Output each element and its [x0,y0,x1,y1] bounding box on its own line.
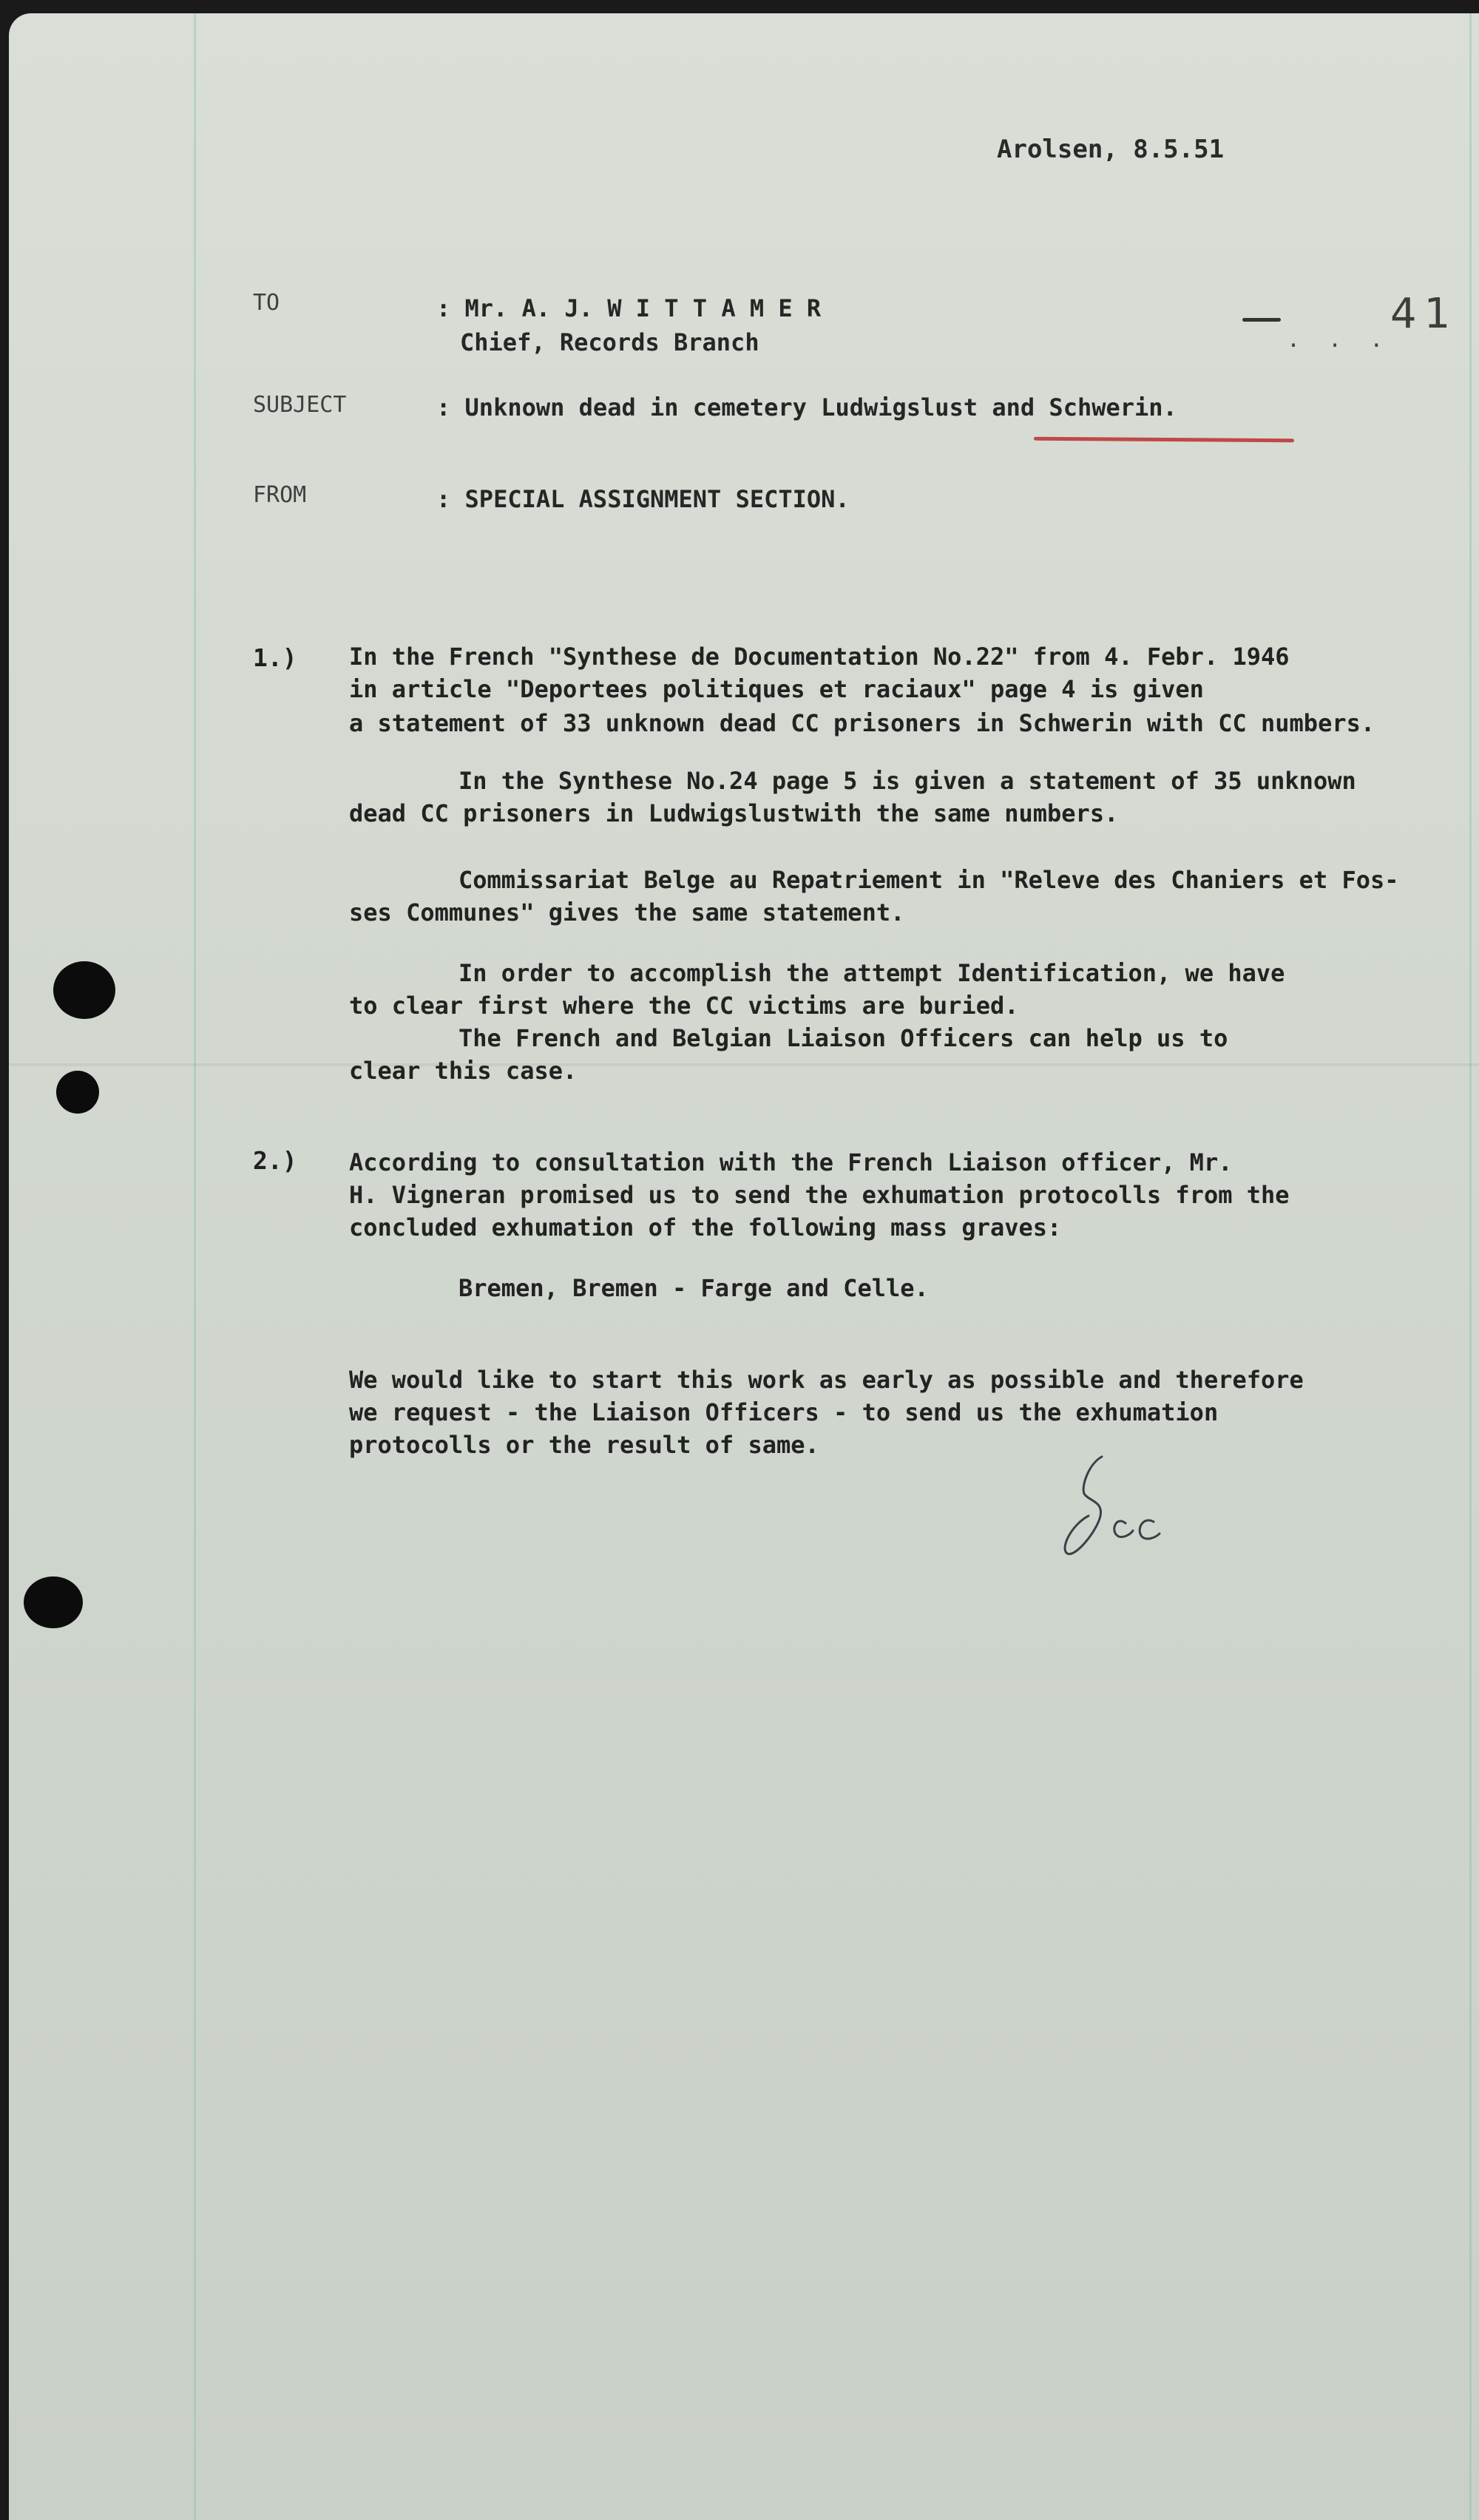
paragraph-line: we request - the Liaison Officers - to send us the exhumation [349,1398,1219,1426]
to-label: TO [253,290,280,316]
subject-value: : Unknown dead in cemetery Ludwigslust and Schwerin. [436,393,1177,421]
paragraph-line: Commissariat Belge au Repatriement in "Releve des Chaniers et Fos- [458,866,1399,894]
paragraph-line: ses Communes" gives the same statement. [349,898,905,927]
punch-hole [56,1071,99,1114]
paragraph-line: In order to accomplish the attempt Identification, we have [458,959,1285,987]
paragraph-line: In the Synthese No.24 page 5 is given a statement of 35 unknown [458,767,1356,795]
paragraph-line: dead CC prisoners in Ludwigslustwith the same numbers. [349,799,1119,827]
paragraph-line: clear this case. [349,1057,578,1085]
to-recipient-title: Chief, Records Branch [460,328,759,356]
paragraph-line: H. Vigneran promised us to send the exhumation protocolls from the [349,1181,1290,1209]
punch-hole [24,1576,83,1628]
paragraph-line: In the French "Synthese de Documentation No.22" from 4. Febr. 1946 [349,643,1290,671]
paragraph-line: concluded exhumation of the following mass graves: [349,1213,1062,1242]
paragraph-line: We would like to start this work as early as possible and therefore [349,1366,1304,1394]
folio-number: 41 [1390,290,1458,338]
pencil-mark [1242,318,1281,322]
from-label: FROM [253,482,307,508]
document-page [9,13,1479,2520]
from-value: : SPECIAL ASSIGNMENT SECTION. [436,485,850,513]
paragraph-line: protocolls or the result of same. [349,1431,819,1459]
subject-label: SUBJECT [253,392,347,418]
paragraph-line: According to consultation with the French Liaison officer, Mr. [349,1148,1233,1176]
paragraph-line: The French and Belgian Liaison Officers can help us to [458,1024,1228,1052]
section-number: 1.) [253,643,297,672]
section-number: 2.) [253,1146,297,1175]
to-recipient: : Mr. A. J. W I T T A M E R [436,294,822,322]
mass-graves-list: Bremen, Bremen - Farge and Celle. [458,1274,929,1302]
paragraph-line: a statement of 33 unknown dead CC prisoners in Schwerin with CC numbers. [349,709,1375,737]
handwritten-initials [1059,1442,1177,1575]
punch-hole [53,961,115,1019]
paragraph-line: to clear first where the CC victims are buried. [349,992,1019,1020]
margin-line [1469,13,1472,2520]
margin-line [194,13,196,2520]
pencil-mark: . . . [1287,327,1391,353]
fold-line [9,1063,1479,1066]
paragraph-line: in article "Deportees politiques et raciaux" page 4 is given [349,675,1204,703]
document-date: Arolsen, 8.5.51 [997,135,1225,164]
